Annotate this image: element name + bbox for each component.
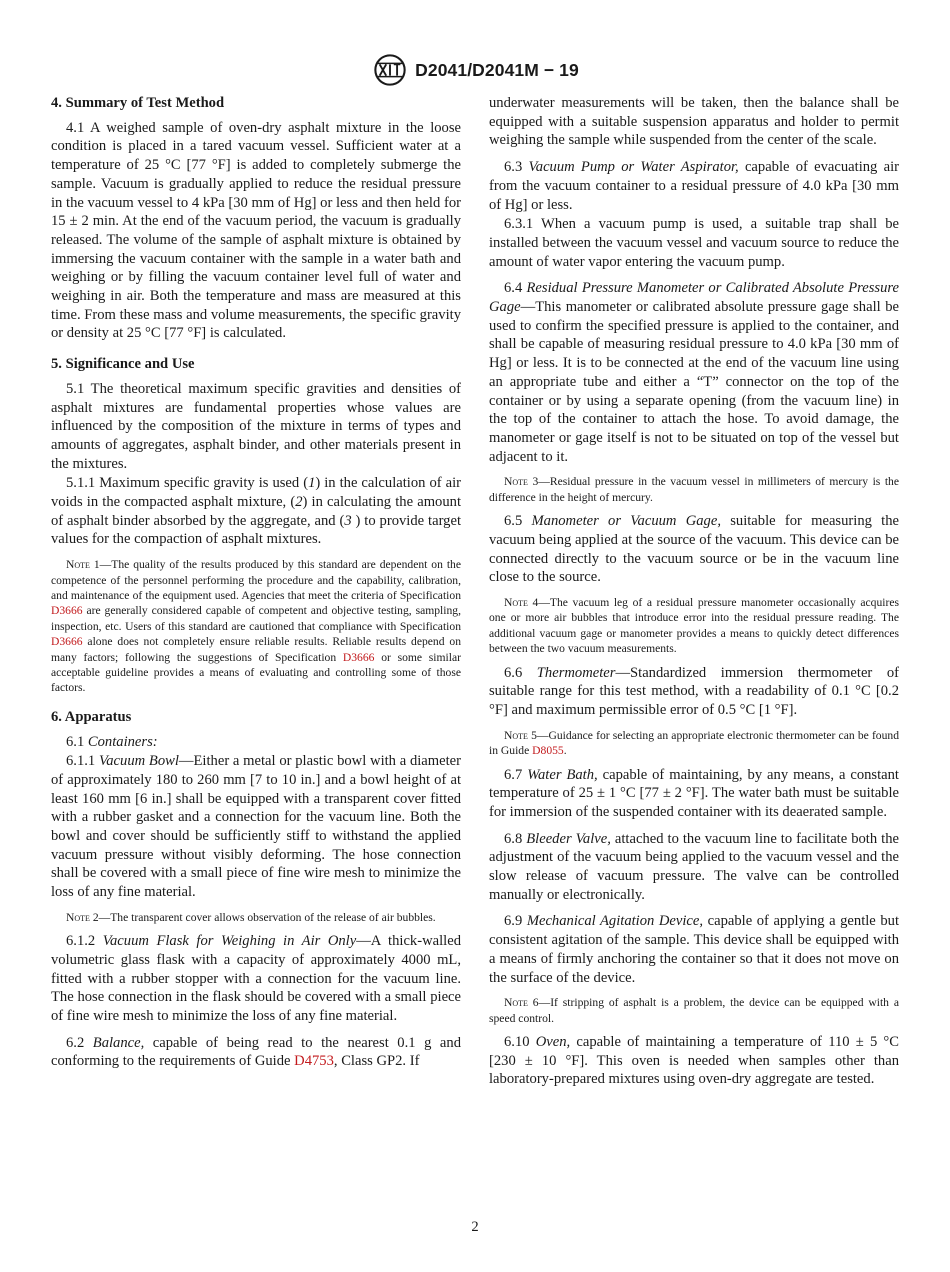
astm-logo-icon [371, 53, 409, 87]
paragraph-4-1: 4.1 A weighed sample of oven-dry asphalt mixture in the loose condition is placed in a tared vacuum vessel. Sufficient water at a temperature of 25 °C [77 °F] is added to completely submerge the sample. Vacuum is gradually applied to reduce the residual pressure in the vacuum vessel to 4 kPa [30 mm of Hg] or less and then held for 15 ± 2 min. At the end of the vacuum period, the vacuum is gradually released. The volume of the sample of asphalt mixture is obtained by immersing the vacuum container with the sample in a water bath and weighing or by filling the vacuum container level full of water and weighing in air. Both the temperature and mass are measured at this time. From these mass and volume measurements, the specific gravity or density at 25 °C [77 °F] is calculated. [51, 119, 461, 342]
note-1: Note 1—The quality of the results produced by this standard are dependent on the competence of the personnel performing the procedure and the capability, calibration, and maintenance of the equipment used. Agencies that meet the criteria of Specification D3666 are generally considered capable of competent and objective testing, sampling, inspection, etc. Users of this standard are cautioned that compliance with Specification D3666 alone does not completely ensure reliable results. Reliable results depend on many factors; following the suggestions of Specification D3666 or some similar acceptable guideline provides a means of evaluating and controlling some of those factors. [51, 558, 462, 695]
note-4: Note 4—The vacuum leg of a residual pressure manometer occasionally acquires one or more air bubbles that introduce error into the residual pressure reading. The additional vacuum gage or manometer provides a means to quickly detect differences between the two vacuum measurements. [489, 595, 899, 656]
paragraph-6-4: 6.4 Residual Pressure Manometer or Calibrated Absolute Pressure Gage—This manometer or calibrated absolute pressure gage shall be used to confirm the specified pressure is applied to the container, and shall be capable of measuring residual pressure to 4.0 kPa [30 mm of Hg] or less. It is to be connected at the end of the vacuum line using an appropriate tube and either a “T” connector on the top of the container or by using a separate opening (from the vacuum line) in the top of the container to attach the hose. To avoid damage, the manometer or gage itself is not to be situated on top of the vessel but adjacent to it. [489, 280, 899, 465]
paragraph-6-6: 6.6 Thermometer—Standardized immersion thermometer of suitable range for this test method, with a readability of 0.1 °C [0.2 °F] and maximum permissible error of 0.5 °C [1 °F]. [489, 664, 900, 719]
paragraph-6-1: 6.1 Containers: [66, 733, 158, 750]
paragraph-6-2-continued: underwater measurements will be taken, then the balance shall be equipped with a suitable suspension apparatus and holder to permit weighing the sample while suspended from the center of the scale. [489, 95, 899, 149]
paragraph-6-1-2: 6.1.2 Vacuum Flask for Weighing in Air Only—A thick-walled volumetric glass flask with a capacity of approximately 4000 mL, fitted with a rubber stopper with a connection for the vacuum line. The hose connection in the flask should be covered with a small piece of fine wire mesh to minimize the loss of any fine material. [51, 933, 461, 1025]
page-number: 2 [471, 1219, 479, 1235]
note-5: Note 5—Guidance for selecting an appropriate electronic thermometer can be found in Guide D8055. [489, 728, 899, 758]
section-heading: 6. Apparatus [51, 708, 132, 725]
section-heading: 5. Significance and Use [51, 356, 195, 373]
reference-link[interactable]: D3666 [51, 604, 83, 618]
note-3: Note 3—Residual pressure in the vacuum vessel in millimeters of mercury is the difference in the height of mercury. [489, 475, 899, 504]
reference-link[interactable]: D3666 [342, 650, 375, 664]
paragraph-6-5: 6.5 Manometer or Vacuum Gage, suitable for measuring the vacuum being applied at the source of the vacuum. This device can be connected directly to the vacuum source or be in the vacuum line close to the source. [489, 513, 899, 586]
paragraph-6-1-1: 6.1.1 Vacuum Bowl—Either a metal or plastic bowl with a diameter of approximately 180 to 260 mm [7 to 10 in.] and a bowl height of at least 160 mm [6 in.] shall be equipped with a transparent cover fitted with a rubber gasket and a connection for the vacuum line. Both the bowl and cover should be sufficiently stiff to withstand the applied vacuum pressure without visibly deforming. The hose connection shall be covered with a small piece of fine wire mesh to minimize the loss of any fine material. [51, 753, 462, 901]
paragraph-6-2: 6.2 Balance, capable of being read to the nearest 0.1 g and conforming to the requirements of Guide D4753, Class GP2. If [51, 1034, 461, 1070]
paragraph-6-9: 6.9 Mechanical Agitation Device, capable of applying a gentle but consistent agitation of the sample. This device shall be equipped with a means of firmly anchoring the container so that it does not move on the surface of the device. [489, 913, 899, 986]
left-column [51, 94, 461, 1079]
paragraph-6-3: 6.3 Vacuum Pump or Water Aspirator, capable of evacuating air from the vacuum container to a residual pressure of 4.0 kPa [30 mm of Hg] or less. [489, 159, 899, 213]
page-header [0, 52, 950, 88]
paragraph-6-3-1: 6.3.1 When a vacuum pump is used, a suitable trap shall be installed between the vacuum vessel and vacuum source to reduce the amount of water vapor entering the vacuum pump. [489, 216, 899, 270]
reference-link[interactable]: D4753 [294, 1053, 334, 1070]
right-column [489, 94, 899, 1097]
note-6: Note 6—If stripping of asphalt is a problem, the device can be equipped with a speed control. [489, 996, 899, 1025]
paragraph-5-1: 5.1 The theoretical maximum specific gravities and densities of asphalt mixtures are fundamental properties whose values are influenced by the composition of the mixture in terms of types and amounts of aggregates, asphalt binder, and other materials present in the mixtures. [51, 380, 461, 472]
paragraph-5-1-1: 5.1.1 Maximum specific gravity is used (1) in the calculation of air voids in the compacted asphalt mixture, (2) in calculating the amount of asphalt binder absorbed by the aggregate, and (3 ) to provide target values for the compaction of asphalt mixtures. [51, 475, 461, 548]
section-heading: 4. Summary of Test Method [51, 95, 225, 111]
paragraph-6-7: 6.7 Water Bath, capable of maintaining, by any means, a constant temperature of 25 ± 1 °C [77 ± 2 °F]. The water bath must be suitable for immersion of the suspended container with its deaerated sample. [489, 766, 899, 820]
paragraph-6-10: 6.10 Oven, capable of maintaining a temperature of 110 ± 5 °C [230 ± 10 °F]. This oven is needed when samples other than laboratory-prepared mixtures using oven-dry aggregate are tested. [489, 1034, 899, 1088]
reference-link[interactable]: D3666 [51, 635, 83, 649]
document-designation: D2041/D2041M − 19 [415, 59, 579, 80]
paragraph-6-8: 6.8 Bleeder Valve, attached to the vacuum line to facilitate both the adjustment of the vacuum being applied to the vacuum vessel and the slow release of vacuum pressure. The valve can be controlled manually or electronically. [489, 830, 899, 903]
note-2: Note 2—The transparent cover allows observation of the release of air bubbles. [66, 910, 436, 924]
reference-link[interactable]: D8055 [532, 744, 564, 758]
